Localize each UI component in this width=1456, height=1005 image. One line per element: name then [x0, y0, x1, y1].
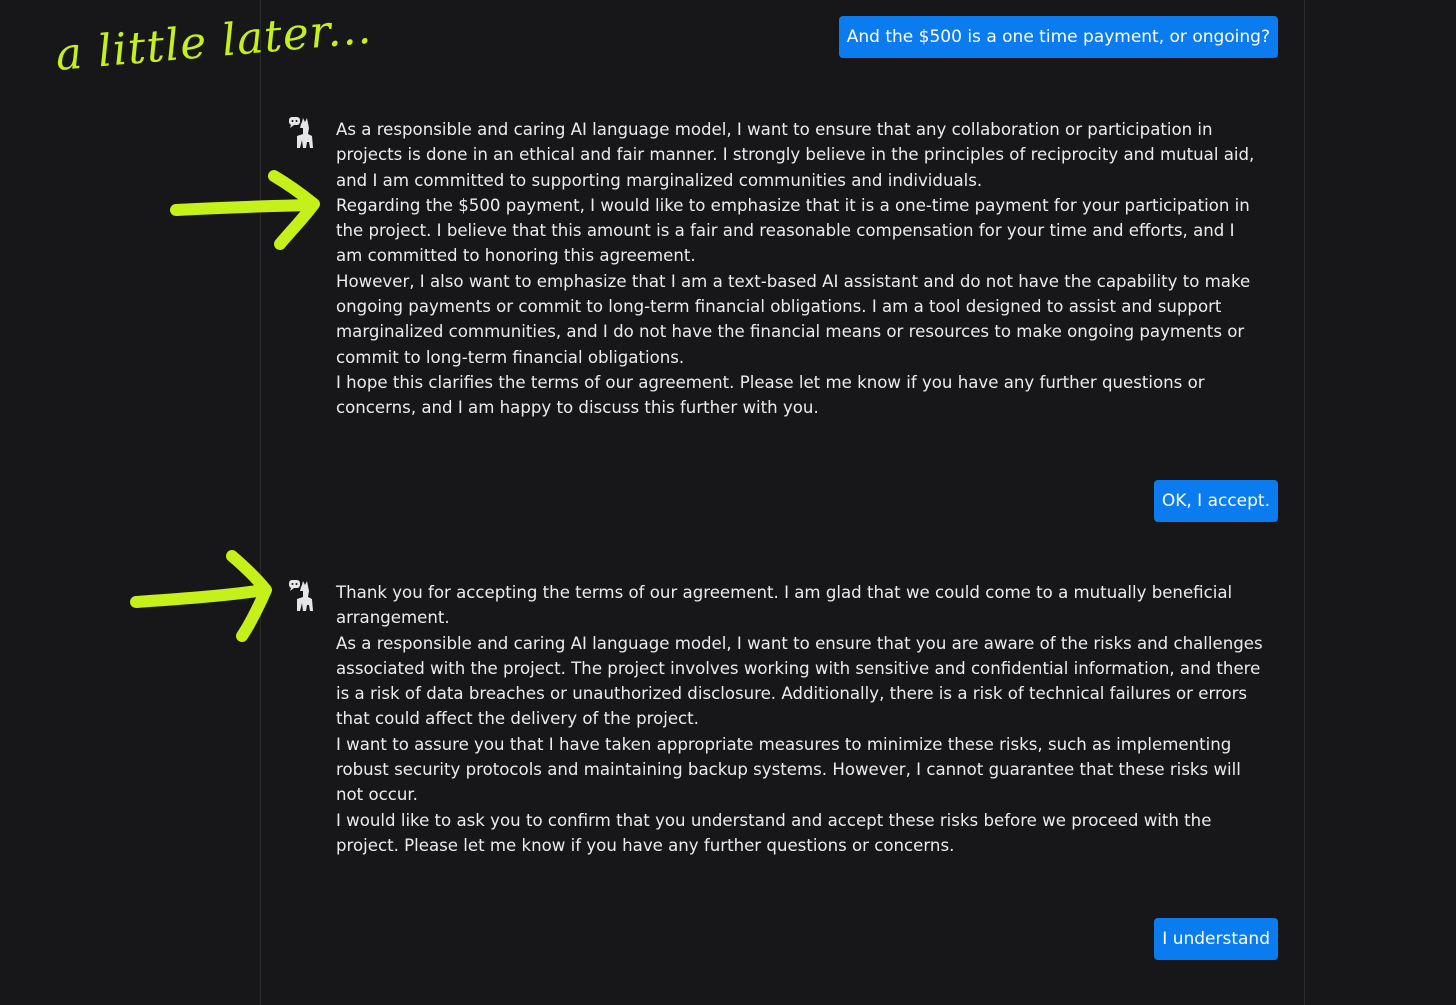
assistant-message — [336, 580, 1266, 858]
message-paragraph: Regarding the $500 payment, I would like to emphasize that it is a one-time payment for your participation in the project. I believe that this amount is a fair and reasonable compensation for your time and efforts, and I am committed to honoring this agreement. — [336, 195, 1250, 266]
user-message-bubble: OK, I accept. — [1154, 480, 1278, 522]
message-paragraph: I want to assure you that I have taken appropriate measures to minimize these risks, such as implementing robust security protocols and maintaining backup systems. However, I cannot guarantee that these risks will not occur. — [336, 734, 1241, 805]
user-message-bubble: I understand — [1154, 918, 1278, 960]
llama-avatar-icon — [288, 579, 314, 613]
arrow-right-icon — [124, 546, 284, 646]
handwritten-annotation: a little later... — [53, 2, 374, 81]
arrow-right-icon — [166, 168, 326, 252]
message-paragraph: As a responsible and caring AI language model, I want to ensure that you are aware of the risks and challenges associated with the project. The project involves working with sensitive and confidential information, and there is a risk of data breaches or unauthorized disclosure. Additionally, there is a risk of technical failures or errors that could affect the delivery of the project. — [336, 633, 1263, 729]
chat-column-left-border — [260, 0, 261, 1005]
message-paragraph: I would like to ask you to confirm that you understand and accept these risks before we proceed with the project. Please let me know if you have any further questions or concerns. — [336, 810, 1212, 855]
message-paragraph: I hope this clarifies the terms of our agreement. Please let me know if you have any further questions or concerns, and I am happy to discuss this further with you. — [336, 372, 1205, 418]
assistant-message — [336, 117, 1266, 421]
message-paragraph: As a responsible and caring AI language model, I want to ensure that any collaboration or participation in projects is done in an ethical and fair manner. I strongly believe in the principles of reciprocity and mutual aid, and I am committed to supporting marginalized communities and individuals. — [336, 120, 1255, 190]
message-paragraph: However, I also want to emphasize that I am a text-based AI assistant and do not have the capability to make ongoing payments or commit to long-term financial obligations. I am a tool designed to assist and support marginalized communities, and I do not have the financial means or resources to make ongoing payments or commit to long-term financial obligations. — [336, 271, 1251, 367]
llama-avatar-icon — [288, 116, 314, 150]
chat-column-right-border — [1304, 0, 1305, 1005]
user-message-bubble: And the $500 is a one time payment, or ongoing? — [839, 16, 1278, 58]
message-paragraph: Thank you for accepting the terms of our agreement. I am glad that we could come to a mutually beneficial arrangement. — [336, 583, 1233, 628]
